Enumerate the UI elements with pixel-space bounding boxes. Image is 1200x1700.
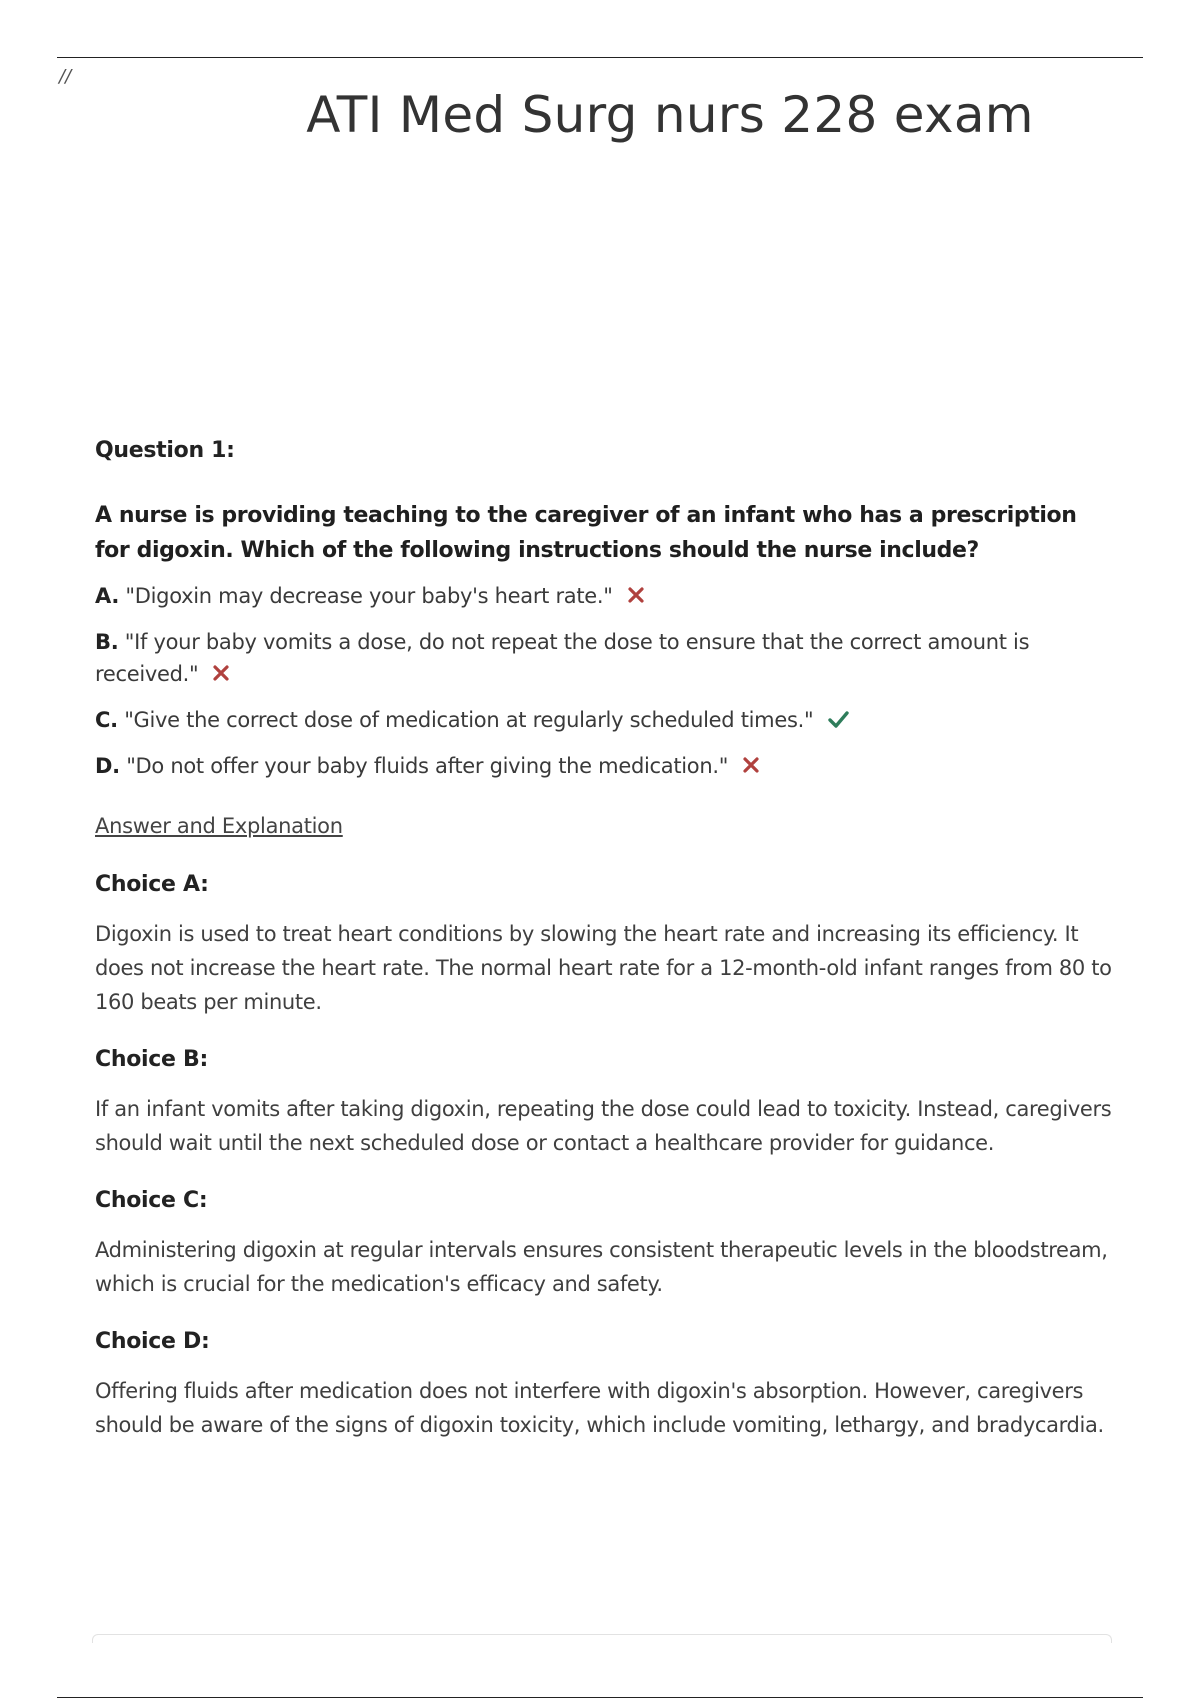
next-card-edge — [92, 1634, 1112, 1643]
choice-heading: Choice A: — [95, 872, 209, 897]
option-b — [95, 626, 1115, 690]
option-letter: D. — [95, 754, 120, 778]
answer-options — [95, 580, 1115, 782]
option-a — [95, 580, 1115, 612]
top-rule — [57, 57, 1143, 58]
explanation-choice-d — [95, 1329, 1115, 1442]
incorrect-x-icon — [210, 662, 232, 684]
choice-explanation: Offering fluids after medication does not interfere with digoxin's absorption. However, caregivers should be aware of the signs of digoxin toxicity, which include vomiting, lethargy, and bradycardia. — [95, 1379, 1104, 1437]
question-content — [95, 438, 1115, 1470]
answer-explanation-link[interactable]: Answer and Explanation — [95, 814, 343, 838]
option-letter: B. — [95, 630, 119, 654]
option-text: "Give the correct dose of medication at regularly scheduled times." — [124, 708, 814, 732]
page-marker: // — [59, 66, 72, 87]
document-title: ATI Med Surg nurs 228 exam — [306, 86, 1034, 144]
choice-heading: Choice C: — [95, 1188, 208, 1213]
option-text: "If your baby vomits a dose, do not repeat the dose to ensure that the correct amount is received." — [95, 630, 1030, 686]
option-d — [95, 750, 1115, 782]
question-label: Question 1: — [95, 438, 235, 463]
choice-explanation: If an infant vomits after taking digoxin, repeating the dose could lead to toxicity. Instead, caregivers should wait until the next scheduled dose or contact a healthcare provider for guidance. — [95, 1097, 1112, 1155]
choice-heading: Choice B: — [95, 1047, 208, 1072]
question-stem: A nurse is providing teaching to the caregiver of an infant who has a prescription for digoxin. Which of the following instructions should the nurse include? — [95, 503, 1077, 563]
option-text: "Digoxin may decrease your baby's heart rate." — [125, 584, 613, 608]
option-letter: A. — [95, 584, 120, 608]
explanation-choice-b — [95, 1047, 1115, 1160]
incorrect-x-icon — [740, 754, 762, 776]
explanation-choice-c — [95, 1188, 1115, 1301]
choice-explanation: Administering digoxin at regular intervals ensures consistent therapeutic levels in the bloodstream, which is crucial for the medication's efficacy and safety. — [95, 1238, 1108, 1296]
option-text: "Do not offer your baby fluids after giving the medication." — [126, 754, 729, 778]
option-letter: C. — [95, 708, 118, 732]
choice-heading: Choice D: — [95, 1329, 210, 1354]
choice-explanation: Digoxin is used to treat heart conditions by slowing the heart rate and increasing its efficiency. It does not increase the heart rate. The normal heart rate for a 12-month-old infant ranges from 80 to 160 beats per minute. — [95, 922, 1112, 1014]
option-c — [95, 704, 1115, 736]
incorrect-x-icon — [625, 584, 647, 606]
correct-check-icon — [825, 708, 851, 730]
bottom-rule — [57, 1697, 1143, 1698]
explanation-choice-a — [95, 872, 1115, 1019]
